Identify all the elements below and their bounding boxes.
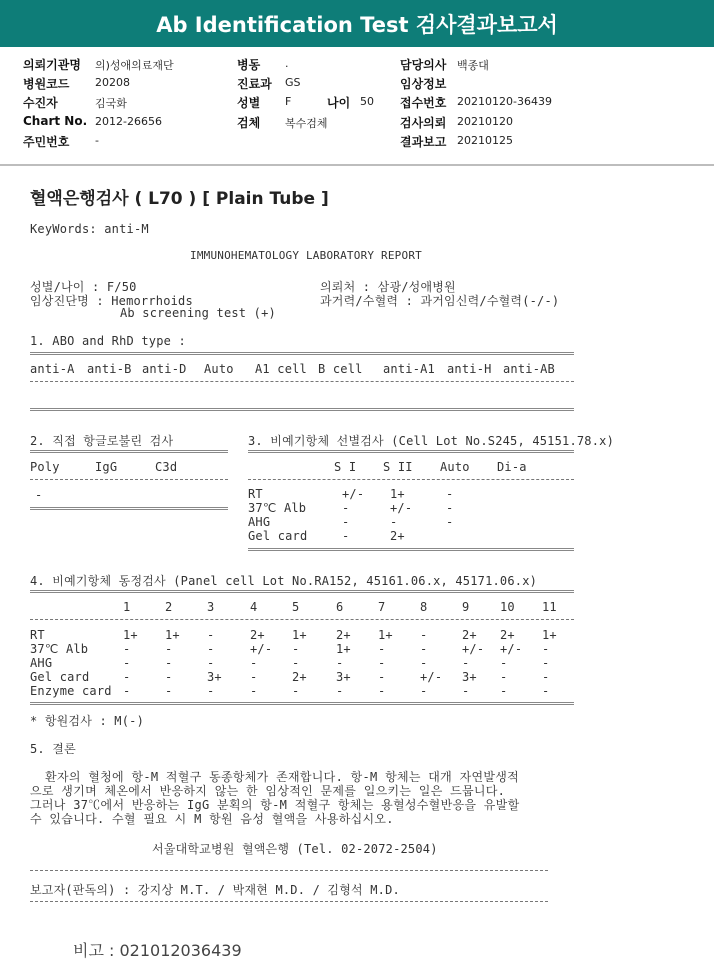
screen-cell: - <box>342 501 350 515</box>
patient-label: 수진자 <box>23 96 58 110</box>
panel-cell: - <box>542 670 550 684</box>
panel-cell: - <box>378 670 386 684</box>
panel-cell: - <box>123 656 131 670</box>
panel-cell: - <box>500 656 508 670</box>
reporter: 보고자(판독의) : 강지상 M.T. / 박재현 M.D. / 김형석 M.D. <box>30 883 400 897</box>
age-label: 나이 <box>327 96 351 110</box>
specimen-value: 복수검체 <box>285 117 328 130</box>
panel-bottom-divider <box>30 702 574 705</box>
department-value: GS <box>285 76 301 89</box>
ward-label: 병동 <box>237 58 261 72</box>
panel-header-cell: 7 <box>378 600 386 614</box>
conclusion-line-4: 수 있습니다. 수혈 필요 시 M 항원 음성 혈액을 사용하십시오. <box>30 812 394 826</box>
abo-header-6: anti-A1 <box>383 362 435 376</box>
screen-divider <box>248 450 574 453</box>
sex-label: 성별 <box>237 96 261 110</box>
panel-header-divider <box>30 619 574 620</box>
panel-row-label: Gel card <box>30 670 90 684</box>
panel-cell: - <box>336 684 344 698</box>
screen-cell: 1+ <box>390 487 405 501</box>
abo-header-4: A1 cell <box>255 362 307 376</box>
panel-row-label: RT <box>30 628 45 642</box>
sex-value: F <box>285 95 292 108</box>
panel-cell: - <box>420 656 428 670</box>
header-divider <box>0 164 714 166</box>
panel-cell: 3+ <box>336 670 351 684</box>
patient-value: 김국화 <box>95 97 127 110</box>
panel-cell: - <box>165 656 173 670</box>
panel-cell: - <box>378 642 386 656</box>
panel-cell: 1+ <box>292 628 307 642</box>
panel-header-cell: 11 <box>542 600 557 614</box>
conclusion-line-3: 그러나 37℃에서 반응하는 IgG 분획의 항-M 적혈구 항체는 용혈성수혈반응을 유발할 <box>30 798 520 812</box>
reporter-divider-bottom <box>30 901 548 902</box>
panel-cell: +/- <box>462 642 485 656</box>
transfusion-history: 과거력/수혈력 : 과거임신력/수혈력(-/-) <box>320 294 560 308</box>
doctor-label: 담당의사 <box>400 58 447 72</box>
panel-cell: - <box>292 642 300 656</box>
screen-cell: +/- <box>390 501 413 515</box>
report-date-label: 결과보고 <box>400 135 447 149</box>
panel-row-label: AHG <box>30 656 53 670</box>
department-label: 진료과 <box>237 77 272 91</box>
abo-header-1: anti-B <box>87 362 132 376</box>
screen-row-label: 37℃ Alb <box>248 501 307 515</box>
panel-cell: - <box>420 642 428 656</box>
panel-title: 4. 비예기항체 동정검사 (Panel cell Lot No.RA152, 45161.06.x, 45171.06.x) <box>30 574 538 588</box>
panel-cell: - <box>420 684 428 698</box>
panel-cell: - <box>420 628 428 642</box>
screen-cell: - <box>342 529 350 543</box>
panel-divider <box>30 590 574 593</box>
panel-cell: - <box>336 656 344 670</box>
hospital-code-label: 병원코드 <box>23 77 70 91</box>
screen-row-label: AHG <box>248 515 271 529</box>
conclusion-line-2: 으로 생기며 체온에서 반응하지 않는 한 임상적인 문제를 일으키는 일은 드뭅니다. <box>30 784 506 798</box>
screen-cell: +/- <box>342 487 365 501</box>
report-header-title: Ab Identification Test 검사결과보고서 <box>0 0 714 47</box>
dat-header-divider <box>30 479 228 480</box>
panel-cell: 2+ <box>462 628 477 642</box>
abo-header-8: anti-AB <box>503 362 555 376</box>
clinical-diagnosis-2: Ab screening test (+) <box>120 306 276 320</box>
dat-title: 2. 직접 항글로불린 검사 <box>30 434 174 448</box>
screen-cell: - <box>390 515 398 529</box>
panel-header-cell: 8 <box>420 600 428 614</box>
screen-row-label: RT <box>248 487 263 501</box>
panel-cell: 2+ <box>336 628 351 642</box>
panel-cell: - <box>542 642 550 656</box>
panel-cell: - <box>542 656 550 670</box>
abo-header-2: anti-D <box>142 362 187 376</box>
screen-cell: - <box>446 501 454 515</box>
panel-cell: +/- <box>250 642 273 656</box>
panel-cell: - <box>250 656 258 670</box>
panel-cell: 1+ <box>165 628 180 642</box>
panel-cell: - <box>165 670 173 684</box>
specimen-label: 검체 <box>237 116 261 130</box>
panel-cell: - <box>250 670 258 684</box>
chart-no-label: Chart No. <box>23 114 88 128</box>
panel-header-cell: 4 <box>250 600 258 614</box>
screen-header-3: Di-a <box>497 460 527 474</box>
panel-header-cell: 10 <box>500 600 515 614</box>
antigen-test: * 항원검사 : M(-) <box>30 714 144 728</box>
dat-header-2: C3d <box>155 460 178 474</box>
panel-cell: - <box>165 684 173 698</box>
screen-title: 3. 비예기항체 선별검사 (Cell Lot No.S245, 45151.78.x) <box>248 434 614 448</box>
reporter-divider-top <box>30 870 548 871</box>
doctor-value: 백종대 <box>457 59 489 72</box>
abo-title: 1. ABO and RhD type : <box>30 334 186 348</box>
screen-cell: 2+ <box>390 529 405 543</box>
screen-header-divider <box>248 479 574 480</box>
sex-age: 성별/나이 : F/50 <box>30 280 137 294</box>
panel-cell: 3+ <box>462 670 477 684</box>
requester: 의뢰처 : 삼광/성애병원 <box>320 280 456 294</box>
panel-header-cell: 3 <box>207 600 215 614</box>
request-date-label: 검사의뢰 <box>400 116 447 130</box>
panel-cell: - <box>378 656 386 670</box>
screen-row-label: Gel card <box>248 529 308 543</box>
panel-cell: - <box>207 642 215 656</box>
panel-cell: - <box>250 684 258 698</box>
reception-no-value: 20210120-36439 <box>457 95 552 108</box>
ward-value: . <box>285 57 289 70</box>
report-date-value: 20210125 <box>457 134 513 147</box>
institution-label: 의뢰기관명 <box>23 58 81 72</box>
institution-value: 의)성애의료재단 <box>95 59 174 72</box>
dat-bottom-divider <box>30 507 228 510</box>
panel-cell: 1+ <box>378 628 393 642</box>
keywords: KeyWords: anti-M <box>30 222 149 236</box>
abo-header-5: B cell <box>318 362 363 376</box>
abo-header-0: anti-A <box>30 362 75 376</box>
lab-report-title: IMMUNOHEMATOLOGY LABORATORY REPORT <box>190 249 422 262</box>
panel-cell: - <box>378 684 386 698</box>
panel-header-cell: 1 <box>123 600 131 614</box>
screen-bottom-divider <box>248 548 574 551</box>
request-date-value: 20210120 <box>457 115 513 128</box>
screen-cell: - <box>446 487 454 501</box>
abo-divider <box>30 352 574 355</box>
screen-cell: - <box>446 515 454 529</box>
panel-cell: - <box>500 670 508 684</box>
panel-cell: 1+ <box>336 642 351 656</box>
panel-cell: 2+ <box>250 628 265 642</box>
screen-header-0: S I <box>334 460 357 474</box>
panel-cell: 1+ <box>542 628 557 642</box>
panel-cell: - <box>462 656 470 670</box>
panel-cell: - <box>542 684 550 698</box>
panel-cell: - <box>500 684 508 698</box>
abo-header-7: anti-H <box>447 362 492 376</box>
chart-no-value: 2012-26656 <box>95 115 162 128</box>
abo-bottom-divider <box>30 408 574 411</box>
dat-header-1: IgG <box>95 460 118 474</box>
screen-header-1: S II <box>383 460 413 474</box>
panel-row-label: Enzyme card <box>30 684 112 698</box>
abo-header-3: Auto <box>204 362 234 376</box>
panel-row-label: 37℃ Alb <box>30 642 89 656</box>
blood-bank: 서울대학교병원 혈액은행 (Tel. 02-2072-2504) <box>152 842 438 856</box>
panel-cell: - <box>123 670 131 684</box>
panel-cell: - <box>165 642 173 656</box>
dat-divider <box>30 450 228 453</box>
panel-cell: +/- <box>500 642 523 656</box>
conclusion-line-1: 환자의 혈청에 항-M 적혈구 동종항체가 존재합니다. 항-M 항체는 대개 자연발생적 <box>30 770 520 784</box>
screen-header-2: Auto <box>440 460 470 474</box>
panel-header-cell: 6 <box>336 600 344 614</box>
clinical-info-label: 임상정보 <box>400 77 447 91</box>
age-value: 50 <box>360 95 374 108</box>
hospital-code-value: 20208 <box>95 76 130 89</box>
panel-cell: - <box>207 628 215 642</box>
panel-cell: - <box>462 684 470 698</box>
abo-header-divider <box>30 381 574 382</box>
panel-cell: 3+ <box>207 670 222 684</box>
screen-cell: - <box>342 515 350 529</box>
conclusion-title: 5. 결론 <box>30 742 76 756</box>
panel-cell: 2+ <box>292 670 307 684</box>
panel-header-cell: 5 <box>292 600 300 614</box>
panel-cell: - <box>207 656 215 670</box>
panel-cell: - <box>292 684 300 698</box>
panel-cell: 2+ <box>500 628 515 642</box>
panel-cell: - <box>123 642 131 656</box>
dat-header-0: Poly <box>30 460 60 474</box>
panel-cell: - <box>292 656 300 670</box>
panel-header-cell: 9 <box>462 600 470 614</box>
remark: 비고 : 021012036439 <box>73 941 242 960</box>
resident-no-label: 주민번호 <box>23 135 70 149</box>
panel-cell: - <box>123 684 131 698</box>
panel-cell: 1+ <box>123 628 138 642</box>
clinical-diagnosis: 임상진단명 : Hemorrhoids <box>30 294 193 308</box>
panel-cell: - <box>207 684 215 698</box>
panel-cell: +/- <box>420 670 443 684</box>
report-title: 혈액은행검사 ( L70 ) [ Plain Tube ] <box>30 189 329 209</box>
resident-no-value: - <box>95 134 99 147</box>
reception-no-label: 접수번호 <box>400 96 447 110</box>
dat-value: - <box>35 488 43 502</box>
panel-header-cell: 2 <box>165 600 173 614</box>
